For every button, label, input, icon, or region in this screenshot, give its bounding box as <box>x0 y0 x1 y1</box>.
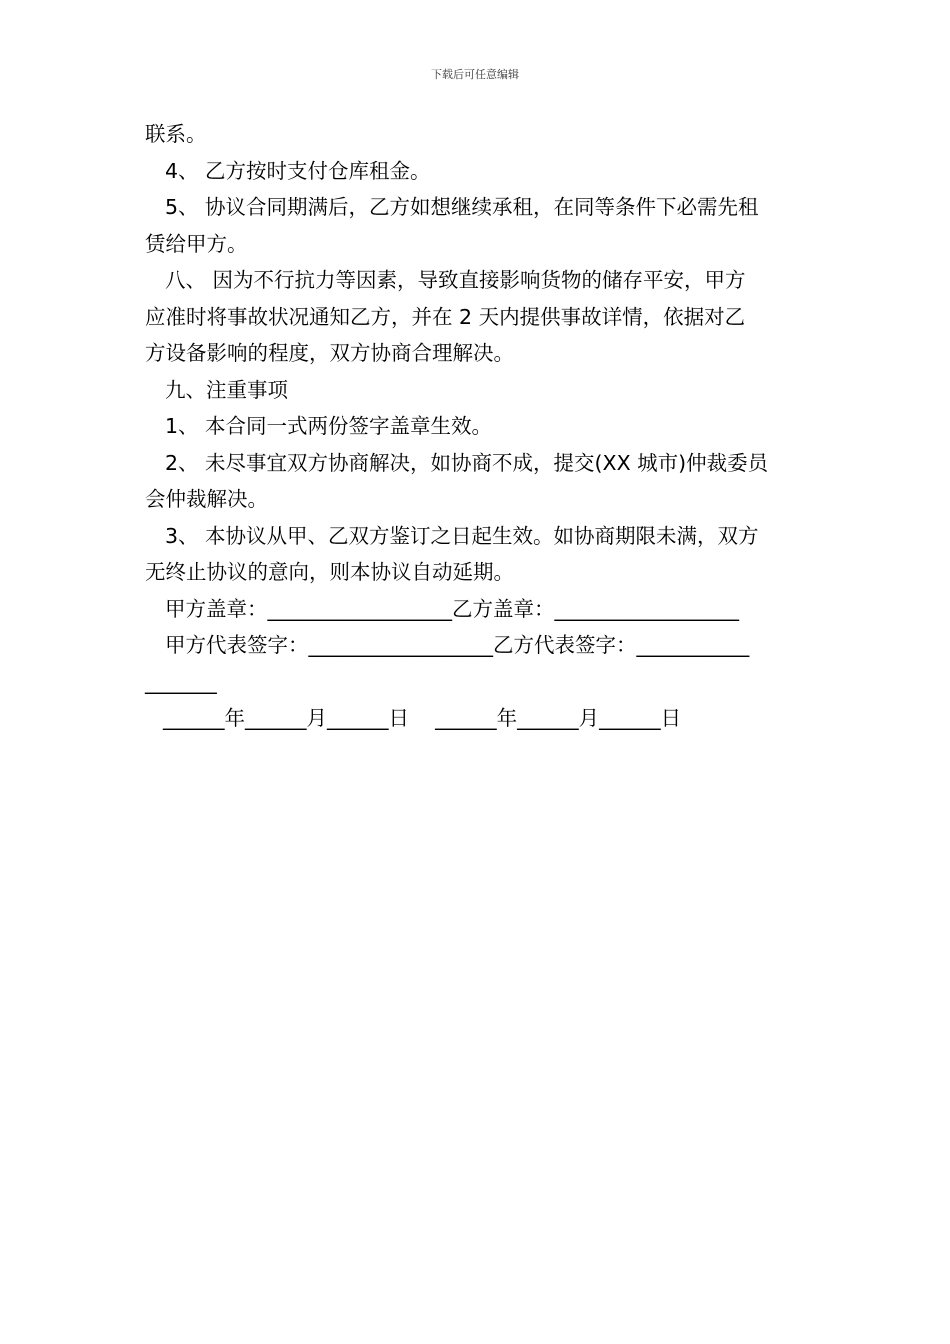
paragraph-line: 5、 协议合同期满后，乙方如想继续承租，在同等条件下必需先租 <box>165 195 759 219</box>
paragraph-line: 4、 乙方按时支付仓库租金。 <box>165 158 431 183</box>
seal-line: 甲方盖章：__________________乙方盖章：__________________ <box>165 596 739 621</box>
paragraph-line: 1、 本合同一式两份签字盖章生效。 <box>165 414 493 438</box>
section-heading: 九、注重事项 <box>165 377 288 402</box>
document-body <box>145 116 810 737</box>
signature-line: 甲方代表签字：__________________乙方代表签字：___________ <box>165 633 750 657</box>
paragraph-line: 八、 因为不行抗力等因素，导致直接影响货物的储存平安，甲方 <box>165 268 746 292</box>
paragraph-line: 会仲裁解决。 <box>145 487 268 511</box>
paragraph-line: 无终止协议的意向，则本协议自动延期。 <box>145 560 514 584</box>
page-header: 下载后可任意编辑 <box>431 68 519 81</box>
paragraph-line: 3、 本协议从甲、乙双方鉴订之日起生效。如协商期限未满，双方 <box>165 523 759 548</box>
signature-line-continued: _______ <box>145 669 217 694</box>
date-line: ______年______月______日 ______年______月______日 <box>163 706 682 730</box>
paragraph-line: 方设备影响的程度，双方协商合理解决。 <box>145 341 514 365</box>
paragraph-line: 2、 未尽事宜双方协商解决，如协商不成，提交(XX 城市)仲裁委员 <box>165 450 769 475</box>
paragraph-line: 联系。 <box>145 122 207 146</box>
paragraph-line: 赁给甲方。 <box>145 231 248 256</box>
paragraph-line: 应准时将事故状况通知乙方，并在 2 天内提供事故详情，依据对乙 <box>145 304 746 329</box>
